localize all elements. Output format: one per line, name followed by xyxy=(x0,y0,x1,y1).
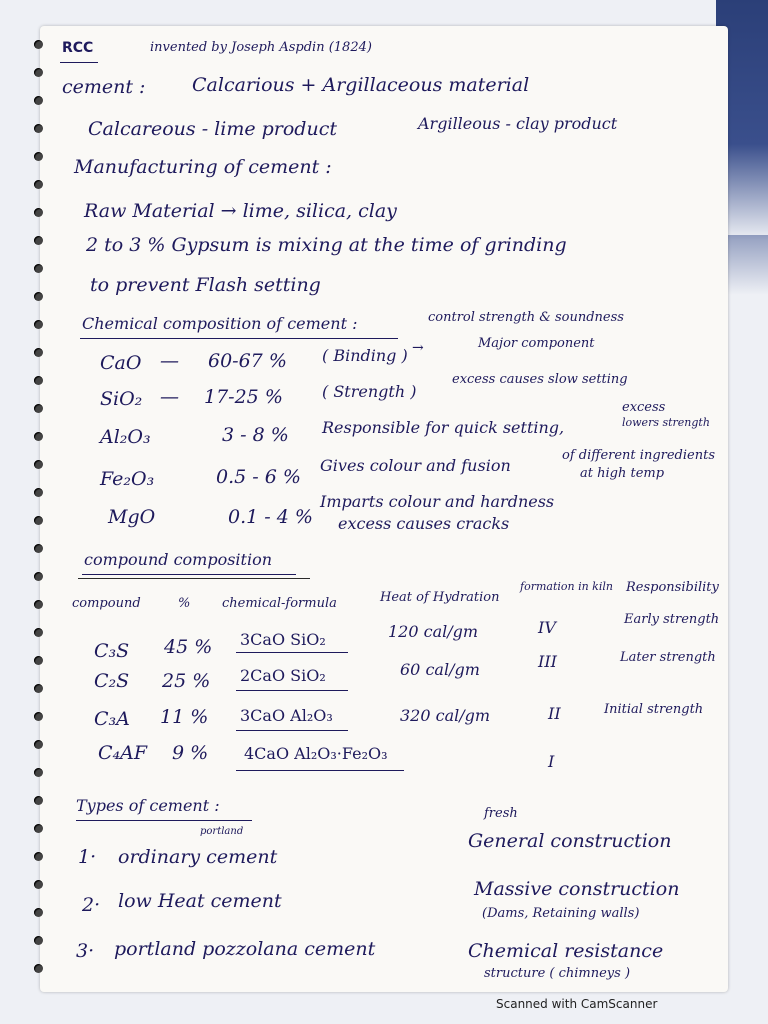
type-name: ordinary cement xyxy=(118,846,278,868)
compound-heading: compound composition xyxy=(84,550,273,569)
chem-note: Imparts colour and hardness xyxy=(320,492,555,511)
spiral-hole xyxy=(34,628,43,637)
spiral-hole xyxy=(34,320,43,329)
compound-resp: Initial strength xyxy=(604,702,704,717)
type-name: low Heat cement xyxy=(118,890,282,912)
section-rule xyxy=(78,578,310,579)
chem-note: Gives colour and fusion xyxy=(320,456,511,475)
cement-label: cement : xyxy=(62,76,146,98)
spiral-hole xyxy=(34,712,43,721)
argillaceous-note: Argilleous - clay product xyxy=(418,114,618,133)
compound-heat: 120 cal/gm xyxy=(388,622,479,641)
cao-note-3: Major component xyxy=(478,336,595,351)
chem-dash: — xyxy=(160,350,179,372)
col-header: Responsibility xyxy=(626,580,719,595)
compound-pct: 25 % xyxy=(162,670,211,692)
chem-name: Fe₂O₃ xyxy=(100,468,155,490)
spiral-hole xyxy=(34,460,43,469)
scanner-footer: Scanned with CamScanner xyxy=(496,997,658,1011)
spiral-hole xyxy=(34,796,43,805)
spiral-hole xyxy=(34,376,43,385)
chemical-heading: Chemical composition of cement : xyxy=(82,314,358,333)
spiral-hole xyxy=(34,964,43,973)
type-use-2: (Dams, Retaining walls) xyxy=(482,906,640,921)
types-heading: Types of cement : xyxy=(76,796,220,815)
compound-formula: 4CaO Al₂O₃·Fe₂O₃ xyxy=(244,744,388,763)
manufacturing-heading: Manufacturing of cement : xyxy=(74,156,332,178)
compound-name: C₃A xyxy=(94,708,130,730)
type-use: General construction xyxy=(468,830,672,852)
col-header: % xyxy=(178,596,191,611)
spiral-hole xyxy=(34,292,43,301)
chem-note-2: of different ingredients xyxy=(562,448,715,463)
spiral-hole xyxy=(34,684,43,693)
compound-formation: III xyxy=(538,652,557,671)
chem-name: CaO xyxy=(100,352,142,374)
chem-dash: — xyxy=(160,386,179,408)
fresh-note: fresh xyxy=(484,806,518,821)
spiral-hole xyxy=(34,404,43,413)
formula-underline xyxy=(236,690,348,691)
compound-formation: II xyxy=(548,704,561,723)
cement-definition: Calcarious + Argillaceous material xyxy=(192,74,530,96)
formula-underline xyxy=(236,652,348,653)
spiral-hole xyxy=(34,544,43,553)
formula-underline xyxy=(236,770,404,771)
gypsum-line-1: 2 to 3 % Gypsum is mixing at the time of grinding xyxy=(86,234,567,256)
type-number: 3· xyxy=(76,940,95,962)
compound-heat: 320 cal/gm xyxy=(400,706,491,725)
chem-name: Al₂O₃ xyxy=(100,426,151,448)
spiral-hole xyxy=(34,656,43,665)
title-underline xyxy=(60,62,98,63)
spiral-hole xyxy=(34,152,43,161)
chem-name: MgO xyxy=(108,506,156,528)
spiral-hole xyxy=(34,264,43,273)
compound-formula: 2CaO SiO₂ xyxy=(240,666,326,685)
spiral-hole xyxy=(34,516,43,525)
type-number: 2· xyxy=(82,894,101,916)
compound-formula: 3CaO Al₂O₃ xyxy=(240,706,333,725)
type-sup: portland xyxy=(200,826,244,837)
chem-note: ( Strength ) xyxy=(322,382,417,401)
col-header: compound xyxy=(72,596,141,611)
type-use: Chemical resistance xyxy=(468,940,664,962)
compound-formula: 3CaO SiO₂ xyxy=(240,630,326,649)
spiral-hole xyxy=(34,432,43,441)
compound-heat: 60 cal/gm xyxy=(400,660,480,679)
spiral-hole xyxy=(34,768,43,777)
chem-name: SiO₂ xyxy=(100,388,143,410)
spiral-hole xyxy=(34,572,43,581)
compound-resp: Early strength xyxy=(624,612,720,627)
chem-note-3: lowers strength xyxy=(622,416,710,429)
spiral-hole xyxy=(34,880,43,889)
spiral-hole xyxy=(34,348,43,357)
compound-formation: I xyxy=(548,752,555,771)
spiral-hole xyxy=(34,600,43,609)
chem-note-3: at high temp xyxy=(580,466,665,481)
spiral-hole xyxy=(34,488,43,497)
spiral-hole xyxy=(34,40,43,49)
compound-formation: IV xyxy=(538,618,556,637)
invented-note: invented by Joseph Aspdin (1824) xyxy=(150,40,372,55)
spiral-hole xyxy=(34,852,43,861)
spiral-hole xyxy=(34,68,43,77)
compound-pct: 9 % xyxy=(172,742,209,764)
type-use: Massive construction xyxy=(474,878,680,900)
chem-range: 0.1 - 4 % xyxy=(228,506,313,528)
spiral-hole xyxy=(34,124,43,133)
page-title: RCC xyxy=(62,40,94,56)
type-name: portland pozzolana cement xyxy=(114,938,376,960)
compound-resp: Later strength xyxy=(620,650,716,665)
chem-note-2: excess causes cracks xyxy=(338,514,510,533)
chem-note-2: excess xyxy=(622,400,666,415)
calcareous-note: Calcareous - lime product xyxy=(88,118,337,140)
chem-note: ( Binding ) xyxy=(322,346,408,365)
compound-name: C₂S xyxy=(94,670,130,692)
col-header: formation in kiln xyxy=(520,580,613,593)
compound-name: C₄AF xyxy=(98,742,148,764)
formula-underline xyxy=(236,730,348,731)
arrow-icon: → xyxy=(412,340,424,356)
gypsum-line-2: to prevent Flash setting xyxy=(90,274,321,296)
col-header: Heat of Hydration xyxy=(380,590,500,605)
spiral-hole xyxy=(34,236,43,245)
spiral-hole xyxy=(34,208,43,217)
compound-name: C₃S xyxy=(94,640,130,662)
chemical-heading-underline xyxy=(80,338,398,339)
types-heading-underline xyxy=(76,820,252,821)
chem-range: 17-25 % xyxy=(204,386,283,408)
type-use-2: structure ( chimneys ) xyxy=(484,966,631,981)
spiral-holes xyxy=(34,40,46,980)
spiral-hole xyxy=(34,936,43,945)
spiral-hole xyxy=(34,908,43,917)
chem-range: 3 - 8 % xyxy=(222,424,289,446)
chem-note-2: excess causes slow setting xyxy=(452,372,628,387)
spiral-hole xyxy=(34,180,43,189)
chem-note: Responsible for quick setting, xyxy=(322,418,565,437)
spiral-hole xyxy=(34,96,43,105)
raw-material: Raw Material → lime, silica, clay xyxy=(84,200,397,222)
chem-range: 0.5 - 6 % xyxy=(216,466,301,488)
cao-note-2: control strength & soundness xyxy=(428,310,624,325)
compound-pct: 11 % xyxy=(160,706,209,728)
spiral-hole xyxy=(34,740,43,749)
type-number: 1· xyxy=(78,846,97,868)
spiral-hole xyxy=(34,824,43,833)
compound-pct: 45 % xyxy=(164,636,213,658)
chem-range: 60-67 % xyxy=(208,350,287,372)
col-header: chemical-formula xyxy=(222,596,337,611)
compound-heading-underline xyxy=(82,574,296,575)
